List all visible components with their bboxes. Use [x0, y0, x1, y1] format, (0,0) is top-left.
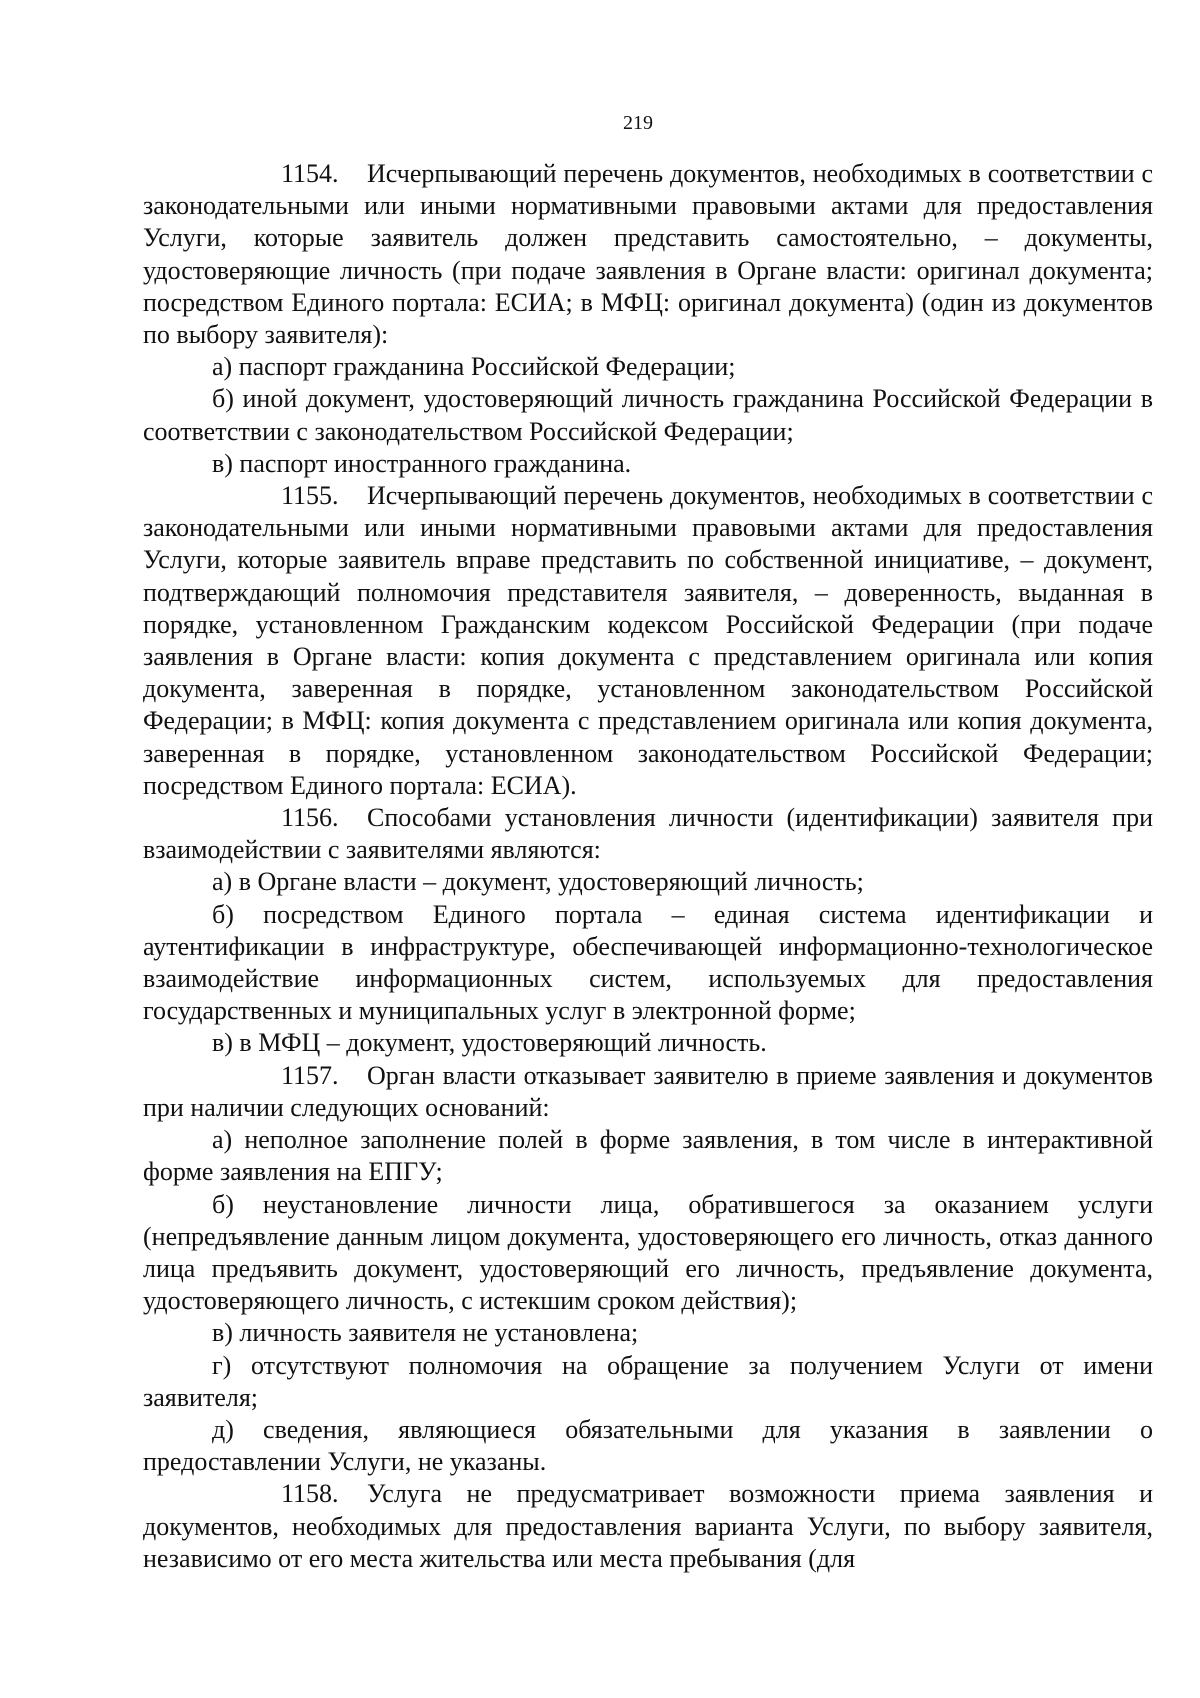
list-item: а) неполное заполнение полей в форме заявления, в том числе в интерактивной форме заявления на ЕПГУ;: [143, 1125, 1153, 1187]
document-body: [143, 158, 1153, 1575]
paragraph-number: 1156.: [281, 803, 339, 833]
list-item: в) паспорт иностранного гражданина.: [212, 448, 632, 478]
list-item: б) иной документ, удостоверяющий личность гражданина Российской Федерации в соответствии с законодательством Российской Федерации;: [143, 384, 1153, 446]
paragraph-number: 1155.: [281, 481, 339, 511]
list-item: в) личность заявителя не установлена;: [212, 1318, 639, 1348]
paragraph-1155: [143, 480, 1153, 802]
paragraph-text: Исчерпывающий перечень документов, необходимых в соответствии с законодательными или иными нормативными правовыми актами для предоставления Услуги, которые заявитель должен представить самостоятельно, – документы, удостоверяющие личность (при подаче заявления в Органе власти: оригинал документа; посредством Единого портала: ЕСИА; в МФЦ: оригинал документа) (один из документов по выбору заявителя):: [143, 159, 1153, 350]
paragraph-number: 1157.: [281, 1060, 339, 1090]
list-item: д) сведения, являющиеся обязательными для указания в заявлении о предоставлении Услуги, не указаны.: [143, 1414, 1153, 1477]
paragraph-number: 1158.: [281, 1479, 339, 1509]
paragraph-number: 1154.: [281, 159, 339, 188]
paragraph-1154: [143, 158, 1153, 351]
list-item: а) в Органе власти – документ, удостоверяющий личность;: [212, 867, 864, 897]
list-item: б) посредством Единого портала – единая система идентификации и аутентификации в инфраструктуре, обеспечивающей информационно-технологическое взаимодействие информационных систем, используемых для предоставления государственных и муниципальных услуг в электронной форме;: [143, 899, 1153, 1026]
paragraph-text: Исчерпывающий перечень документов, необходимых в соответствии с законодательными или иными нормативными правовыми актами для предоставления Услуги, которые заявитель вправе представить по собственной инициативе, – документ, подтверждающий полномочия представителя заявителя, – доверенность, выданная в порядке, установленном Гражданским кодексом Российской Федерации (при подаче заявления в Органе власти: копия документа с представлением оригинала или копия документа, заверенная в порядке, установленном законодательством Российской Федерации; в МФЦ: копия документа с представлением оригинала или копия документа, заверенная в порядке, установленном законодательством Российской Федерации; посредством Единого портала: ЕСИА).: [143, 481, 1153, 800]
paragraph-1156: [143, 802, 1153, 866]
paragraph-1157: [143, 1060, 1153, 1124]
list-item: в) в МФЦ – документ, удостоверяющий личность.: [212, 1028, 767, 1058]
paragraph-text: Орган власти отказывает заявителю в приеме заявления и документов при наличии следующих оснований:: [143, 1060, 1153, 1122]
paragraph-text: Услуга не предусматривает возможности приема заявления и документов, необходимых для предоставления варианта Услуги, по выбору заявителя, независимо от его места жительства или места пребывания (для: [143, 1479, 1153, 1573]
list-item: а) паспорт гражданина Российской Федерации;: [212, 352, 736, 382]
list-item: г) отсутствуют полномочия на обращение за получением Услуги от имени заявителя;: [143, 1350, 1153, 1412]
list-item: б) неустановление личности лица, обратившегося за оказанием услуги (непредъявление данным лицом документа, удостоверяющего его личность, отказ данного лица предъявить документ, удостоверяющий его личность, предъявление документа, удостоверяющего личность, с истекшим сроком действия);: [143, 1189, 1153, 1316]
paragraph-1158: [143, 1478, 1153, 1575]
paragraph-text: Способами установления личности (идентификации) заявителя при взаимодействии с заявителями являются:: [143, 803, 1153, 865]
page-number: 219: [623, 112, 653, 134]
